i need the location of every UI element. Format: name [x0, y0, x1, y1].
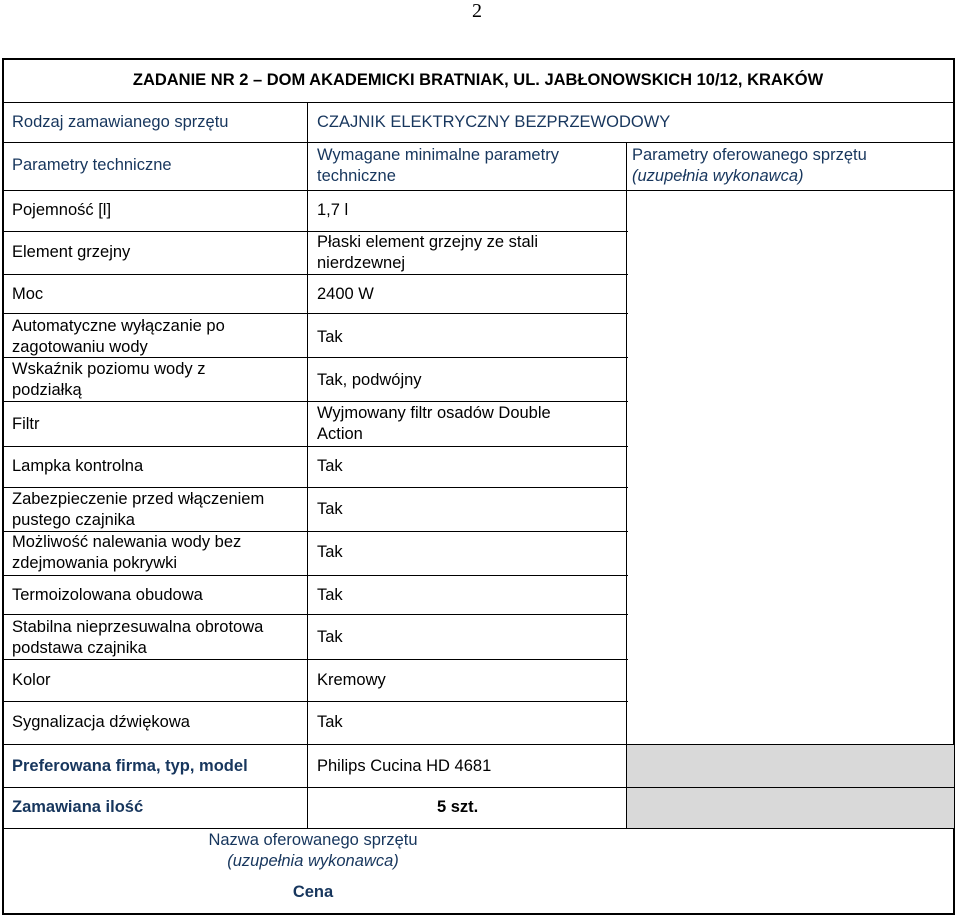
row-divider	[2, 659, 628, 660]
offered-name-label: Nazwa oferowanego sprzętu (uzupełnia wykonawca)	[208, 831, 418, 870]
param-value-filter: Wyjmowany filtr osadów Double Action	[317, 404, 551, 443]
param-label-heating-element: Element grzejny	[12, 243, 131, 261]
row-divider	[2, 701, 628, 702]
document-title: ZADANIE NR 2 – DOM AKADEMICKI BRATNIAK, UL. JABŁONOWSKICH 10/12, KRAKÓW	[132, 71, 824, 89]
param-value-auto-off: Tak	[317, 328, 343, 346]
param-value-capacity: 1,7 l	[317, 201, 349, 219]
param-label-color: Kolor	[12, 671, 51, 689]
column-divider	[626, 142, 627, 828]
row-divider	[2, 102, 955, 103]
row-divider	[2, 313, 628, 314]
preferred-model-label: Preferowana firma, typ, model	[12, 757, 248, 775]
param-value-water-level: Tak, podwójny	[317, 371, 422, 389]
param-label-sound-signal: Sygnalizacja dźwiękowa	[12, 713, 190, 731]
row-divider	[2, 190, 955, 191]
row-divider	[2, 446, 628, 447]
param-label-dry-protection: Zabezpieczenie przed włączeniem pustego czajnika	[12, 490, 265, 529]
param-label-filter: Filtr	[12, 415, 40, 433]
quantity-label: Zamawiana ilość	[12, 798, 144, 816]
param-label-insulated-housing: Termoizolowana obudowa	[12, 586, 203, 604]
preferred-model-value: Philips Cucina HD 4681	[317, 757, 492, 775]
param-value-power: 2400 W	[317, 285, 374, 303]
row-divider	[2, 274, 628, 275]
param-value-insulated-housing: Tak	[317, 586, 343, 604]
param-value-heating-element: Płaski element grzejny ze stali nierdzewnej	[317, 233, 539, 272]
param-label-capacity: Pojemność [l]	[12, 201, 112, 219]
required-parameters-header: Wymagane minimalne parametry techniczne	[317, 146, 559, 185]
quantity-value: 5 szt.	[437, 798, 479, 816]
row-divider	[2, 614, 628, 615]
row-divider	[2, 744, 955, 745]
row-divider	[2, 787, 955, 788]
row-divider	[2, 828, 955, 829]
shaded-cell-preferred	[627, 745, 954, 787]
param-label-auto-off: Automatyczne wyłączanie po zagotowaniu wody	[12, 317, 225, 356]
row-divider	[2, 142, 955, 143]
shaded-cell-quantity	[627, 788, 954, 828]
param-value-indicator-lamp: Tak	[317, 457, 343, 475]
equipment-type-label: Rodzaj zamawianego sprzętu	[12, 113, 229, 131]
param-label-water-level: Wskaźnik poziomu wody z podziałką	[12, 360, 206, 399]
column-divider	[307, 102, 308, 828]
parameters-header: Parametry techniczne	[12, 156, 172, 174]
param-value-color: Kremowy	[317, 671, 386, 689]
param-value-rotating-base: Tak	[317, 628, 343, 646]
param-label-power: Moc	[12, 285, 44, 303]
row-divider	[2, 487, 628, 488]
row-divider	[2, 575, 628, 576]
param-value-sound-signal: Tak	[317, 713, 343, 731]
page-number: 2	[472, 0, 482, 22]
param-label-rotating-base: Stabilna nieprzesuwalna obrotowa podstawa czajnika	[12, 618, 264, 657]
param-value-spout-pouring: Tak	[317, 543, 343, 561]
param-label-indicator-lamp: Lampka kontrolna	[12, 457, 144, 475]
equipment-type-value: CZAJNIK ELEKTRYCZNY BEZPRZEWODOWY	[317, 113, 671, 131]
offered-parameters-header: Parametry oferowanego sprzętu (uzupełnia wykonawca)	[632, 146, 867, 185]
param-label-spout-pouring: Możliwość nalewania wody bez zdejmowania pokrywki	[12, 533, 242, 572]
price-label: Cena	[292, 883, 334, 901]
param-value-dry-protection: Tak	[317, 500, 343, 518]
row-divider	[2, 401, 628, 402]
